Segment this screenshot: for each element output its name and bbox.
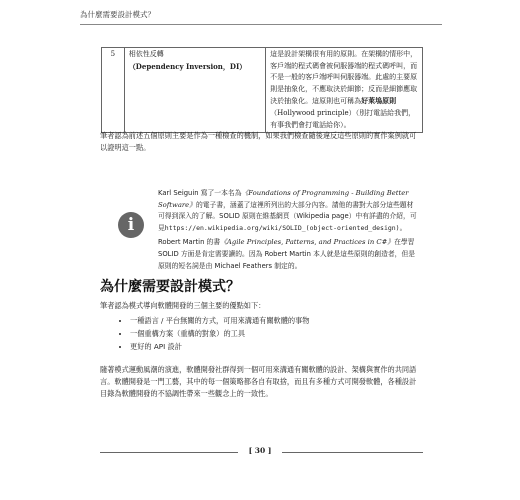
info-icon: i bbox=[118, 212, 144, 238]
info-text bbox=[158, 188, 420, 275]
principle-name-cell bbox=[124, 48, 265, 133]
footer-rule-left bbox=[100, 452, 238, 453]
wikipedia-url[interactable]: https://en.wikipedia.org/wiki/SOLID_(object-oriented_design) bbox=[164, 223, 400, 232]
principle-name-zh: 相依性反轉 bbox=[128, 50, 164, 58]
principle-table bbox=[101, 47, 423, 133]
principle-name-en: （Dependency Inversion，DI） bbox=[128, 61, 247, 71]
description-text-end: （Hollywood principle）（別打電話給我們，有事我們會打電話給你）。 bbox=[270, 108, 416, 129]
benefit-list bbox=[118, 314, 310, 354]
info-text-part: 的電子書，涵蓋了這裡所列出的大部分內容。請他的書對大部分這些題材可得到深入的了解。SOLID 原則在維基網頁（Wikipedia page）中有詳盡的介紹，可見 bbox=[158, 200, 417, 232]
list-item: • 一種語言 / 平台無關的方式，可用來溝通有關軟體的事物 bbox=[130, 314, 310, 327]
info-text-part: Karl Seiguin 寫了一本名為 bbox=[158, 189, 242, 197]
list-item: • 一個重構方案（重構的對象）的工具 bbox=[130, 327, 310, 340]
book-title: 《Foundations of Programming - Building Better Software》 bbox=[158, 189, 409, 209]
principle-number: 5 bbox=[102, 48, 125, 133]
section-title: 為什麼需要設計模式？ bbox=[100, 279, 240, 295]
list-item: • 更好的 API 設計 bbox=[130, 340, 310, 353]
info-text-part: 在學習 SOLID 方面是肯定需要讀的。因為 Robert Martin 本人就是這些原則的創造者，但是原則的短名詞是由 Michael Feathers 制定的。 bbox=[158, 238, 416, 270]
table-row bbox=[102, 48, 423, 133]
closing-paragraph: 隨著模式運動風潮的演進，軟體開發社群得到一個可用來溝通有關軟體的設計、架構與實作的共同語言。軟體開發是一門工藝，其中的每一個策略都各自有取捨，而且有多種方式可開發軟體，各種設計目錄為軟體開發的不協調性帶來一些觀念上的一致性。 bbox=[100, 365, 417, 398]
info-text-part: 。 bbox=[399, 223, 407, 232]
section-lead: 筆者認為模式導向軟體開發的三個主要的優點如下： bbox=[100, 301, 266, 310]
principle-description bbox=[266, 48, 423, 133]
page-number: [ 30 ] bbox=[240, 446, 280, 455]
description-bold: 好萊塢原則 bbox=[361, 96, 397, 106]
info-text-part: Robert Martin 的書 bbox=[158, 238, 221, 247]
intro-paragraph: 筆者認為前述五個原則主要是作為一種檢查的機制，如果我們檢查隨後違反這些原則的實作案例就可以證明這一點。 bbox=[100, 131, 417, 152]
description-text: 這是設計架構很有用的原則。在架構的情形中，客戶端的程式碼會被伺服器端的程式碼呼叫，而不是一般的客戶端呼叫伺服器端。此處的主要原則是抽象化，不應取決於細節；反而是細節應取決於抽象化。這原則也可稱為 bbox=[270, 50, 418, 106]
book-title: 《Agile Principles, Patterns, and Practices in C#》 bbox=[220, 238, 395, 247]
info-paragraph-1 bbox=[158, 188, 420, 234]
info-paragraph-2 bbox=[158, 237, 420, 272]
footer-rule-right bbox=[282, 452, 423, 453]
running-header: 為什麼需要設計模式？ bbox=[80, 9, 442, 25]
